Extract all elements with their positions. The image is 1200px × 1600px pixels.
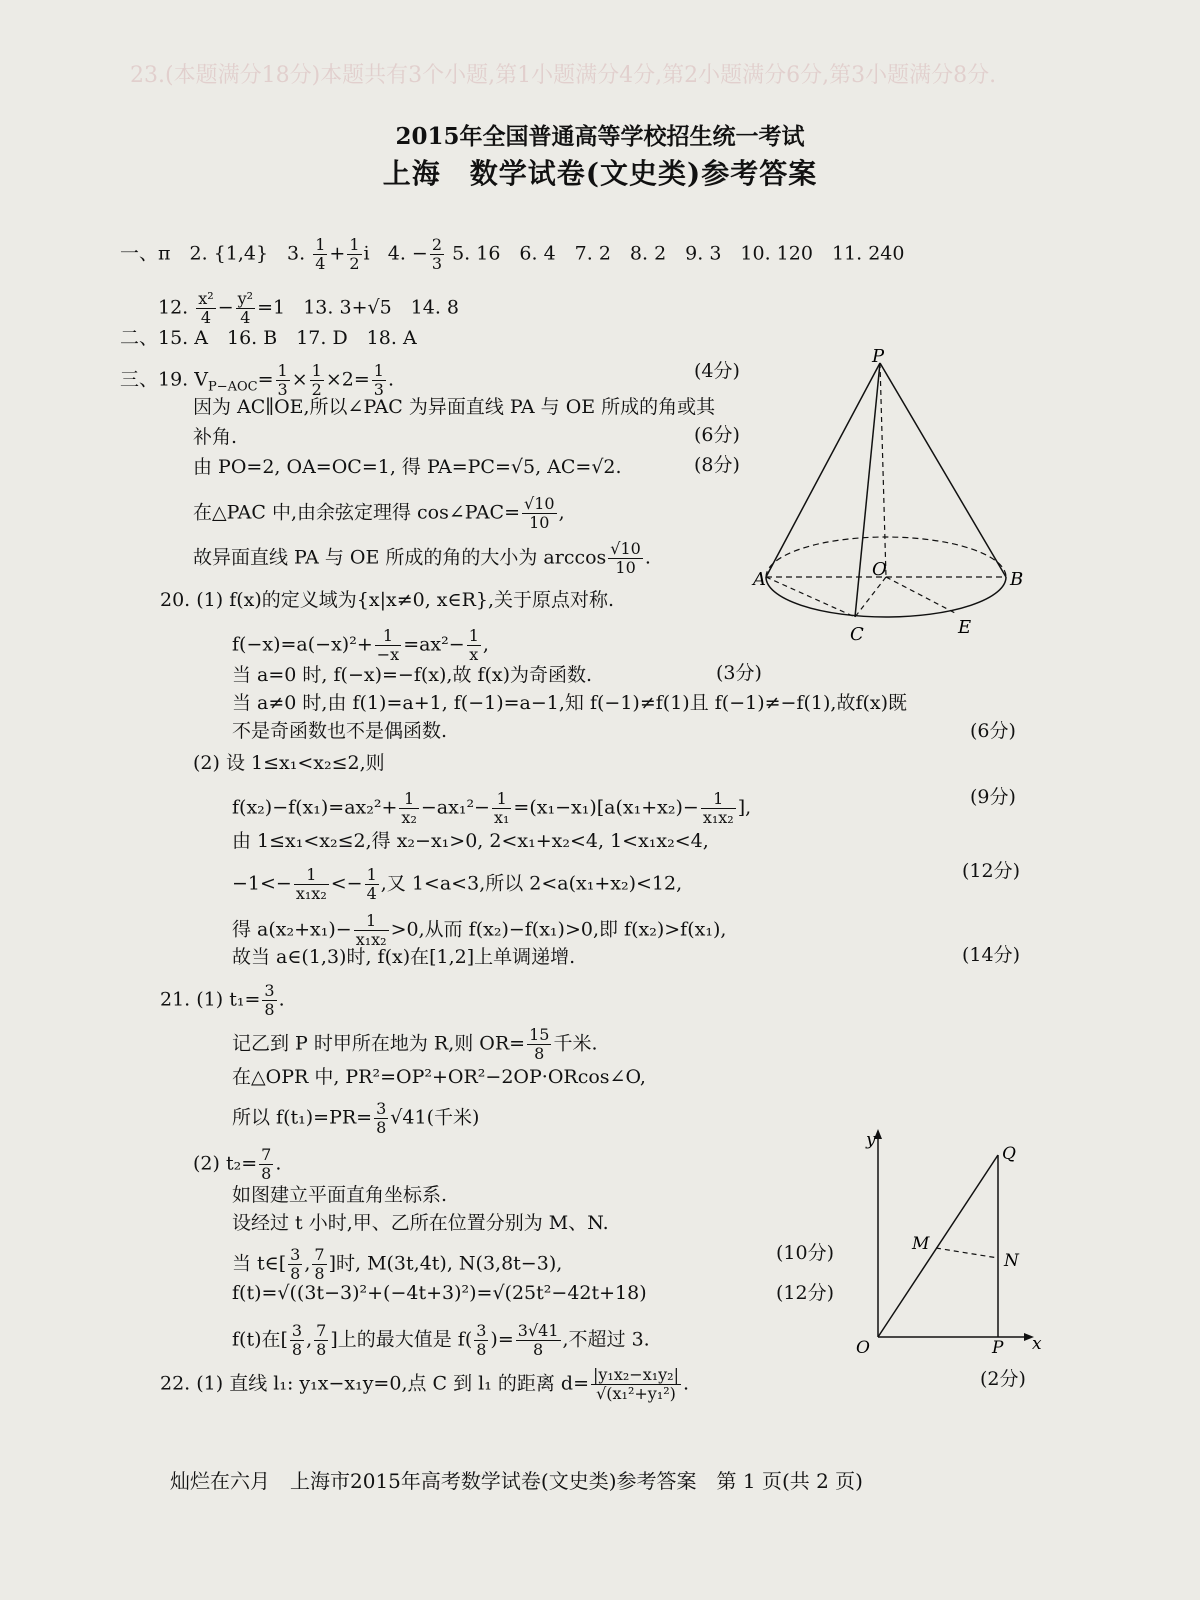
label-P: P [872,346,885,367]
part1-line1: 一、π 2. {1,4} 3. $\frac{1}{4}$ + $\frac{1}{2}$ i 4. − $\frac{2}{3}$ 5. 16 6. 4 7. 2 8. 2 9. 3 10. 120 11. 240 [120,235,905,273]
fraction: $\frac{2}{3}$ [431,235,443,273]
q21-line5: (2) t₂= $\frac{7}{8}$ . [193,1145,282,1183]
q19-line1: 三、19. $V_{P-AOC}=$ $\frac{1}{3}$ × $\frac{1}{2}$ ×2= $\frac{1}{3}$ . [120,361,395,399]
q20-line10: 得 a(x₂+x₁)− $\frac{1}{\text{x₁x₂}}$ >0,从而 f(x₂)−f(x₁)>0,即 f(x₂)>f(x₁), [232,911,727,949]
q20-line2: f(−x)=a(−x)²+ $\frac{1}{-x}$ =ax²− $\frac{1}{x}$ , [232,626,489,664]
q21-line7: 设经过 t 小时,甲、乙所在位置分别为 M、N. [232,1212,609,1234]
score: (12分) [962,860,1021,882]
score: (4分) [694,360,740,382]
score: (14分) [962,944,1021,966]
label-N: N [1004,1251,1019,1271]
fraction: $\frac{\text{y²}}{4}$ [237,289,254,327]
q21-line1: 21. (1) t₁= $\frac{3}{8}$ . [160,981,285,1019]
q21-line10: f(t)在[ $\frac{3}{8}$ , $\frac{7}{8}$ ]上的最大值是 f( $\frac{3}{8}$ )= $\frac{3√41}{8}$ ,不超过 3. [232,1321,650,1359]
label-B: B [1010,569,1024,590]
exam-title: 2015年全国普通高等学校招生统一考试 [395,123,805,150]
q20-line3: 当 a=0 时, f(−x)=−f(x),故 f(x)为奇函数. [232,664,593,686]
score: (6分) [970,720,1016,742]
q21-line2: 记乙到 P 时甲所在地为 R,则 OR= $\frac{15}{8}$ 千米. [232,1025,598,1063]
q19-line5: 在△PAC 中,由余弦定理得 cos∠PAC= $\frac{√10}{10}$ , [193,494,565,532]
score: (10分) [776,1242,835,1264]
answer-title: 上海 数学试卷(文史类)参考答案 [382,157,818,190]
score: (8分) [694,454,740,476]
q21-line8: 当 t∈[ $\frac{3}{8}$ , $\frac{7}{8}$ ]时, M(3t,4t), N(3,8t−3), [232,1245,563,1283]
q20-line8: 由 1≤x₁<x₂≤2,得 x₂−x₁>0, 2<x₁+x₂<4, 1<x₁x₂<4, [232,830,709,852]
score: (9分) [970,786,1016,808]
label-M: M [912,1234,930,1254]
q21-line4: 所以 f(t₁)=PR= $\frac{3}{8}$ √41(千米) [232,1099,480,1137]
axis-label-x: x [1032,1334,1042,1354]
label-C: C [850,624,864,645]
q22-line1: 22. (1) 直线 l₁: y₁x−x₁y=0,点 C 到 l₁ 的距离 d= $\frac{\text{|y₁x₂−x₁y₂|}}{\text{√(x₁²+y₁²)}}$ . [160,1365,690,1403]
score: (2分) [980,1368,1026,1390]
bleed-through-text: 23.(本题满分18分)本题共有3个小题,第1小题满分4分,第2小题满分6分,第3小题满分8分. [130,63,997,88]
label-E: E [958,617,972,638]
score: (6分) [694,424,740,446]
cone-figure [750,345,1040,650]
q20-line4: 当 a≠0 时,由 f(1)=a+1, f(−1)=a−1,知 f(−1)≠f(1)且 f(−1)≠−f(1),故f(x)既 [232,692,908,714]
q20-line1: 20. (1) f(x)的定义域为{x|x≠0, x∈R},关于原点对称. [160,589,615,611]
label-Q: Q [1002,1144,1016,1164]
q21-line6: 如图建立平面直角坐标系. [232,1184,448,1206]
q20-line9: −1<− $\frac{1}{\text{x₁x₂}}$ <− $\frac{1}{4}$ ,又 1<a<3,所以 2<a(x₁+x₂)<12, [232,865,683,903]
q19-line4: 由 PO=2, OA=OC=1, 得 PA=PC=√5, AC=√2. [193,456,622,478]
q19-line6: 故异面直线 PA 与 OE 所成的角的大小为 arccos $\frac{√10}{10}$ . [193,539,651,577]
q20-line6: (2) 设 1≤x₁<x₂≤2,则 [193,752,385,774]
part2-line: 二、15. A 16. B 17. D 18. A [120,327,417,349]
score: (3分) [716,662,762,684]
q20-line11: 故当 a∈(1,3)时, f(x)在[1,2]上单调递增. [232,946,576,968]
q20-line5: 不是奇函数也不是偶函数. [232,720,448,742]
q21-line9: f(t)=√((3t−3)²+(−4t+3)²)=√(25t²−42t+18) [232,1282,647,1304]
q19-line3: 补角. [193,426,238,448]
q19-line2: 因为 AC∥OE,所以∠PAC 为异面直线 PA 与 OE 所成的角或其 [193,396,716,418]
label-O: O [872,559,887,580]
label-A: A [753,569,766,590]
fraction: $\frac{1}{2}$ [349,235,360,273]
q21-line3: 在△OPR 中, PR²=OP²+OR²−2OP·ORcos∠O, [232,1066,646,1088]
page-footer: 灿烂在六月 上海市2015年高考数学试卷(文史类)参考答案 第 1 页(共 2 页) [170,1469,863,1493]
axis-label-y: y [866,1130,876,1150]
fraction: $\frac{1}{4}$ [315,235,326,273]
coordinate-figure [850,1125,1045,1355]
part1-line2: 12. $\frac{\text{x²}}{4}$ − $\frac{\text{y²}}{4}$ =1 13. 3+√5 14. 8 [158,289,460,327]
score: (12分) [776,1282,835,1304]
label-P: P [992,1338,1004,1355]
label-O: O [856,1338,870,1355]
q20-line7: f(x₂)−f(x₁)=ax₂²+ $\frac{1}{\text{x₂}}$ −ax₁²− $\frac{1}{\text{x₁}}$ =(x₁−x₁)[a(x₁+x₂)− $\frac{1}{\text{x₁x₂}}$ ], [232,789,752,827]
fraction: $\frac{\text{x²}}{4}$ [198,289,214,327]
